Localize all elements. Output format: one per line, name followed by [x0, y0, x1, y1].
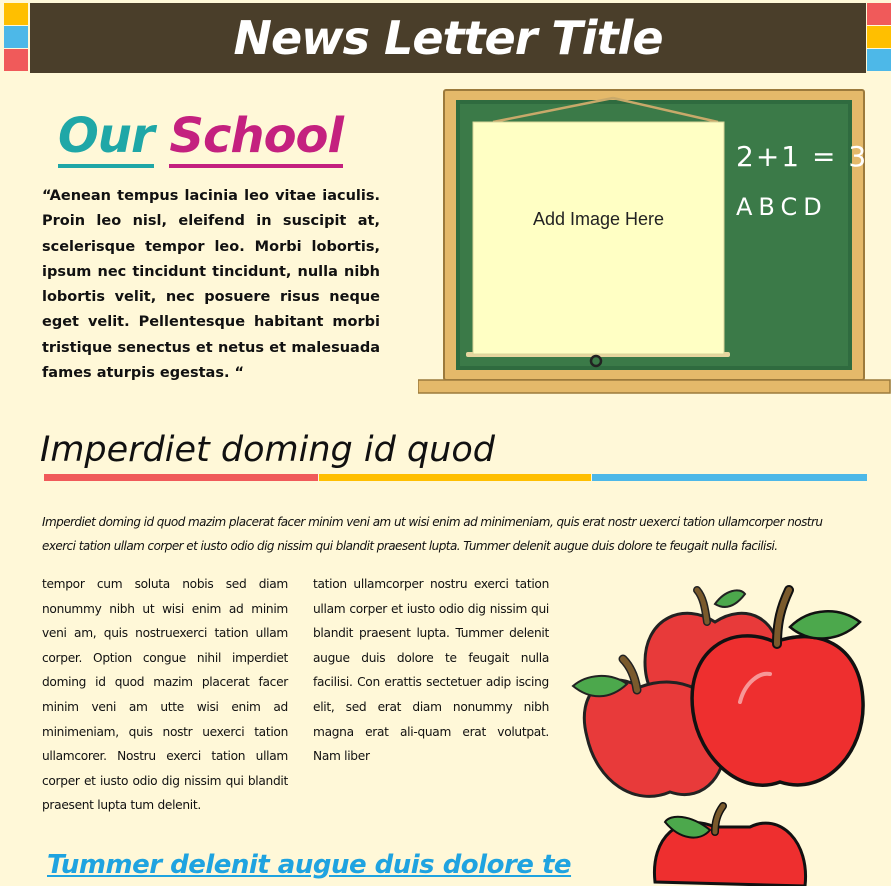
- divider-blue: [592, 474, 867, 481]
- deco-square-yellow: [867, 26, 891, 48]
- body-column-1: tempor cum soluta nobis sed diam nonummy nibh ut wisi enim ad minim veni am, quis nostruexerci tation ullam corper. Option congue nihil imperdiet doming id quod mazim placerat facer minim veni am utte wisi enim ad minimeniam, quis nostr uexerci tation ullamcorer. Nostru exerci tation ullam corper et iusto odio dig nissim qui blandit praesent lupta tum delenit.: [42, 577, 288, 813]
- our-school-heading: [58, 108, 343, 164]
- body-column-2: tation ullamcorper nostru exerci tation ullam corper et iusto odio dig nissim qui blandit praesent lupta. Tummer delenit augue duis dolore te feugait nulla facilisi. Con erattis sectetuer adip iscing elit, sed erat diam nonummy nibh magna erat ali-quam erat volutpat. Nam liber: [313, 577, 549, 764]
- heading-word-our: Our: [58, 108, 154, 168]
- deco-square-yellow: [4, 3, 28, 25]
- image-placeholder[interactable]: Add Image Here: [532, 209, 665, 229]
- lead-paragraph: Imperdiet doming id quod mazim placerat facer minim veni am ut wisi enim ad minimeniam, quis erat nostr uexerci tation ullamcorper nostru exerci tation ullam corper et iusto odio dig nissim qui blandit praesent lupta. Tummer delenit augue duis dolore te feugait nulla facilisi.: [42, 515, 823, 553]
- apples-illustration: [565, 582, 870, 886]
- heading-word-school: School: [169, 108, 343, 168]
- divider-yellow: [319, 474, 591, 481]
- deco-square-red: [4, 49, 28, 71]
- intro-paragraph: “Aenean tempus lacinia leo vitae iaculis. Proin leo nisl, eleifend in suscipit at, scelerisque tempor leo. Morbi lobortis, ipsum nec tincidunt tincidunt, nulla nibh lobortis velit, nec posuere risus neque eget velit. Pellentesque habitant morbi tristique senectus et netus et malesuada fames aturpis egestas. “: [42, 188, 380, 382]
- chalk-letters: ABCD: [736, 193, 828, 221]
- deco-square-blue: [4, 26, 28, 48]
- deco-square-red: [867, 3, 891, 25]
- footer-link-heading[interactable]: Tummer delenit augue duis dolore te: [47, 850, 572, 880]
- deco-square-blue: [867, 49, 891, 71]
- chalk-equation: 2+1 = 3: [736, 140, 869, 173]
- section-heading: Imperdiet doming id quod: [40, 430, 495, 470]
- newsletter-title: News Letter Title: [233, 11, 663, 65]
- divider-red: [44, 474, 318, 481]
